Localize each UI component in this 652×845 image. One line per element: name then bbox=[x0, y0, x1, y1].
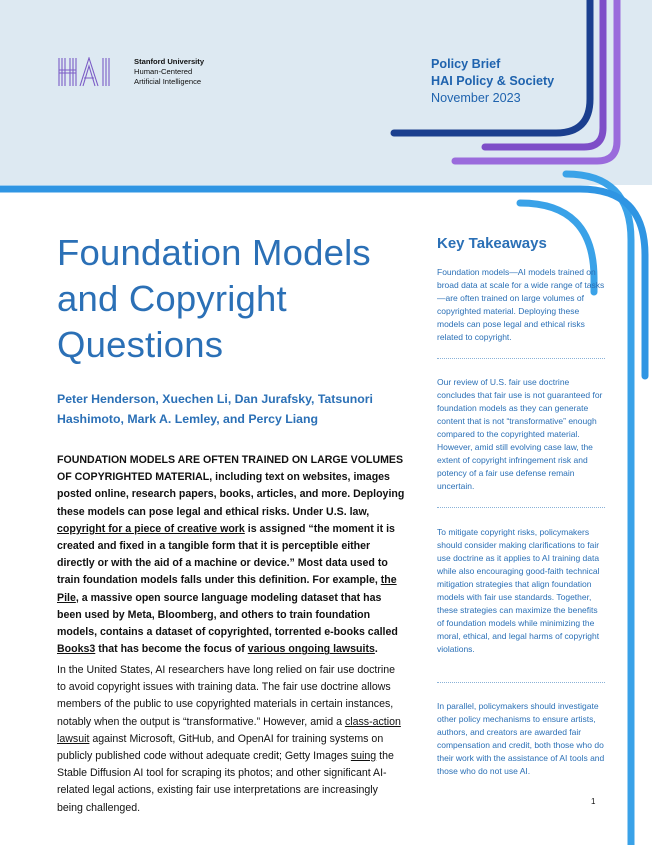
body-text: against Microsoft, GitHub, and OpenAI for training systems on publicly published code without adequate credit; Getty Images bbox=[57, 732, 384, 763]
books3-link[interactable]: Books3 bbox=[57, 643, 96, 656]
body-text: the Stable Diffusion AI tool for scraping its photos; and other significant AI-related legal actions, existing fair use interpretations are increasingly being challenged. bbox=[57, 750, 394, 814]
lead-text: is assigned “the moment it is created and fixed in a tangible form that it is perceptible either directly or with the aid of a machine or device.” Most data used to train foundation models falls under this definition. For example, bbox=[57, 522, 395, 587]
hai-logo-mark bbox=[58, 57, 124, 87]
takeaway-divider bbox=[437, 682, 605, 683]
lawsuits-link[interactable]: various ongoing lawsuits bbox=[247, 643, 375, 656]
takeaway-item: To mitigate copyright risks, policymakers should consider making clarifications to fair use doctrine as it applies to AI training data while also encouraging good-faith technical mitigation strategies that align foundation models with fair use standards. Together, these strategies can maximize the benefits of foundation models while minimizing the moral, ethical, and legal harms of copyright violations. bbox=[437, 527, 600, 655]
takeaway-item: Our review of U.S. fair use doctrine concludes that fair use is not guaranteed for foundation models as they can generate content that is not “transformative” enough compared to the copyrighted material. However, amid still evolving case law, the extent of copyright infringement risk and potency of a fair use defense remain uncertain. bbox=[437, 377, 603, 492]
logo-university: Stanford University bbox=[134, 57, 205, 66]
takeaway-divider bbox=[437, 358, 605, 359]
lead-text: FOUNDATION MODELS ARE OFTEN TRAINED ON LARGE VOLUMES OF COPYRIGHTED MATERIAL, including text on websites, images posted online, research papers, books, articles, and more. Deploying these models can pose legal and ethical risks. Under U.S. law, bbox=[57, 454, 405, 518]
hai-logo bbox=[58, 57, 204, 87]
brief-program: HAI Policy & Society bbox=[431, 74, 555, 88]
body-text: In the United States, AI researchers have long relied on fair use doctrine to avoid copyright issues with training data. The fair use doctrine allows members of the public to use copyrighted materials in certain instances, notably when the output is “transformative.” However, amid a bbox=[57, 664, 396, 728]
lead-text: , a massive open source language modeling dataset that has been used by Meta, Bloomberg, and others to train foundation models, contains a dataset of copyrighted, torrented e-books called bbox=[57, 591, 398, 639]
author-list: Peter Henderson, Xuechen Li, Dan Jurafsky, Tatsunori Hashimoto, Mark A. Lemley, and Percy Liang bbox=[57, 392, 373, 426]
the-pile-link[interactable]: the Pile bbox=[57, 574, 397, 604]
brief-date: November 2023 bbox=[431, 91, 521, 105]
lead-text: that has become the focus of bbox=[95, 643, 248, 656]
lead-text: . bbox=[374, 643, 378, 656]
lead-paragraph bbox=[57, 452, 405, 658]
takeaway-item: Foundation models—AI models trained on broad data at scale for a wide range of tasks—are often trained on large volumes of copyrighted material. Deploying these models can pose legal and ethical risks related to copyright. bbox=[437, 267, 605, 343]
takeaway-divider bbox=[437, 507, 605, 508]
brief-type: Policy Brief bbox=[431, 57, 501, 71]
page-title: Foundation Models and Copyright Questions bbox=[57, 232, 371, 365]
takeaway-item: In parallel, policymakers should investigate other policy mechanisms to ensure artists, authors, and creators are awarded fair compensation and credit, both those who do their work with the assistance of AI tools and those who do not use AI. bbox=[437, 701, 605, 777]
logo-line-3: Artificial Intelligence bbox=[134, 77, 202, 86]
page-number: 1 bbox=[591, 797, 596, 806]
class-action-link[interactable]: class-action lawsuit bbox=[57, 715, 401, 745]
key-takeaways-heading: Key Takeaways bbox=[437, 235, 547, 252]
logo-line-2: Human-Centered bbox=[134, 67, 193, 76]
body-paragraph bbox=[57, 662, 405, 817]
copyright-link[interactable]: copyright for a piece of creative work bbox=[57, 522, 245, 535]
suing-link[interactable]: suing bbox=[350, 750, 377, 763]
brief-info bbox=[431, 56, 554, 107]
